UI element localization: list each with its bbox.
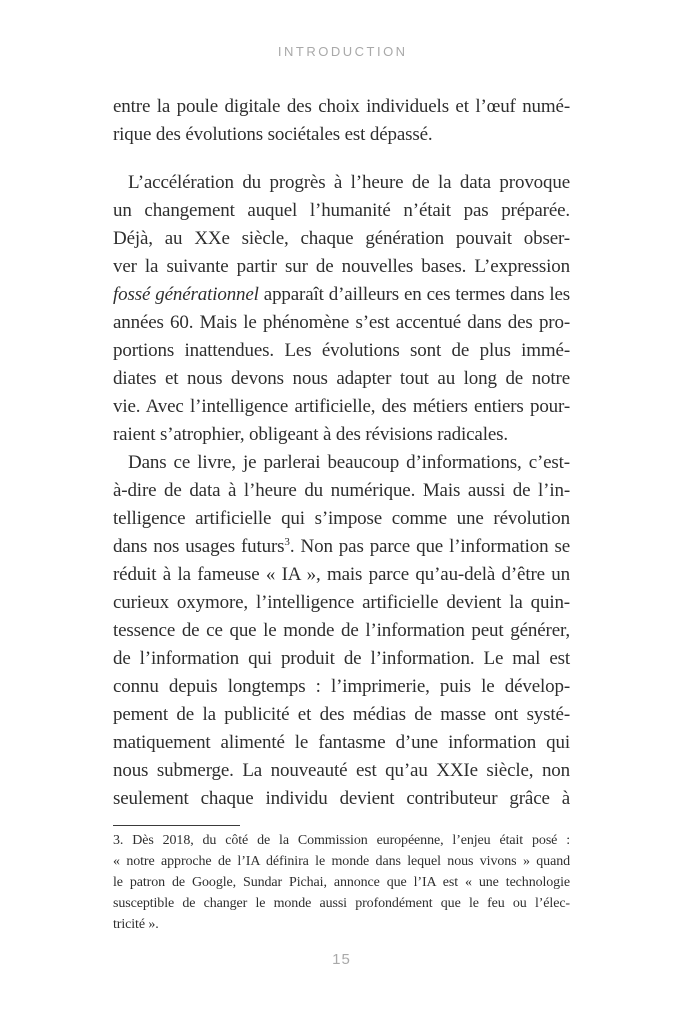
body-text [113,93,570,813]
body-text-line [113,225,570,253]
footnote-line [113,914,570,935]
body-text-line [113,701,570,729]
footnote-line [113,893,570,914]
paragraph [113,449,570,813]
text-segment: . Non pas parce que l’information se [289,536,570,557]
text-segment: pement de la publicité et des médias de masse ont systé- [113,704,570,725]
text-segment: le patron de Google, Sundar Pichai, annonce que l’IA est « une technologie [113,875,570,890]
text-segment: tessence de ce que le monde de l’information peut générer, [113,620,570,641]
text-segment: nous submerge. La nouveauté est qu’au XXIe siècle, non [113,760,570,781]
body-text-line [113,93,570,121]
text-segment: de l’information qui produit de l’information. Le mal est [113,648,570,669]
text-segment: Déjà, au XXe siècle, chaque génération pouvait obser- [113,228,570,249]
body-text-line [113,673,570,701]
text-segment: à-dire de data à l’heure du numérique. Mais aussi de l’in- [113,480,570,501]
body-text-line [113,281,570,309]
text-segment: dans nos usages futurs [113,536,285,557]
text-segment: diates et nous devons nous adapter tout au long de notre [113,368,570,389]
text-segment: curieux oxymore, l’intelligence artificielle devient la quin- [113,592,570,613]
body-text-line [113,393,570,421]
text-segment: portions inattendues. Les évolutions sont de plus immé- [113,340,570,361]
paragraph [113,169,570,449]
body-text-line [113,121,570,149]
text-segment: matiquement alimenté le fantasme d’une information qui [113,732,570,753]
text-segment: réduit à la fameuse « IA », mais parce qu’au-delà d’être un [113,564,570,585]
body-text-line [113,505,570,533]
body-text-line [113,617,570,645]
text-segment: un changement auquel l’humanité n’était pas préparée. [113,200,570,221]
body-text-line [113,253,570,281]
body-text-line [113,645,570,673]
text-segment: seulement chaque individu devient contributeur grâce à [113,788,570,809]
body-text-line [113,337,570,365]
body-text-line [113,477,570,505]
text-segment: L’accélération du progrès à l’heure de la data provoque [128,172,570,193]
body-text-line [113,589,570,617]
footnote [113,830,570,935]
footnote-reference: 3 [284,536,290,548]
text-segment: tricité ». [113,917,159,932]
text-segment: Dans ce livre, je parlerai beaucoup d’informations, c’est- [128,452,570,473]
body-text-line [113,197,570,225]
text-segment: « notre approche de l’IA définira le monde dans lequel nous vivons » quand [113,854,570,869]
text-segment: années 60. Mais le phénomène s’est accentué dans des pro- [113,312,570,333]
body-text-line [113,729,570,757]
body-text-line [113,309,570,337]
italic-text-segment: fossé générationnel [113,284,259,305]
body-text-line [113,757,570,785]
text-segment: telligence artificielle qui s’impose comme une révolution [113,508,570,529]
text-segment: connu depuis longtemps : l’imprimerie, puis le dévelop- [113,676,570,697]
footnote-text [113,830,570,935]
body-text-line [113,421,570,449]
text-segment: raient s’atrophier, obligeant à des révisions radicales. [113,424,508,445]
running-header: INTRODUCTION [277,44,408,59]
paragraph [113,93,570,149]
page-number: 15 [332,951,351,968]
text-segment: ver la suivante partir sur de nouvelles bases. L’expression [113,256,570,277]
text-segment: 3. Dès 2018, du côté de la Commission européenne, l’enjeu était posé : [113,833,570,848]
text-segment: vie. Avec l’intelligence artificielle, des métiers entiers pour- [113,396,570,417]
body-text-line [113,533,570,561]
body-text-line [113,449,570,477]
body-text-line [113,169,570,197]
footnote-separator-rule [113,825,240,826]
text-segment: rique des évolutions sociétales est dépassé. [113,124,433,145]
footnote-line [113,851,570,872]
paragraphs [113,93,570,813]
body-text-line [113,785,570,813]
text-segment: apparaît d’ailleurs en ces termes dans les [258,284,570,305]
footnote-line [113,872,570,893]
text-segment: entre la poule digitale des choix individuels et l’œuf numé- [113,96,570,117]
body-text-line [113,561,570,589]
body-text-line [113,365,570,393]
text-segment: susceptible de changer le monde aussi profondément que le feu ou l’élec- [113,896,570,911]
footnote-line [113,830,570,851]
